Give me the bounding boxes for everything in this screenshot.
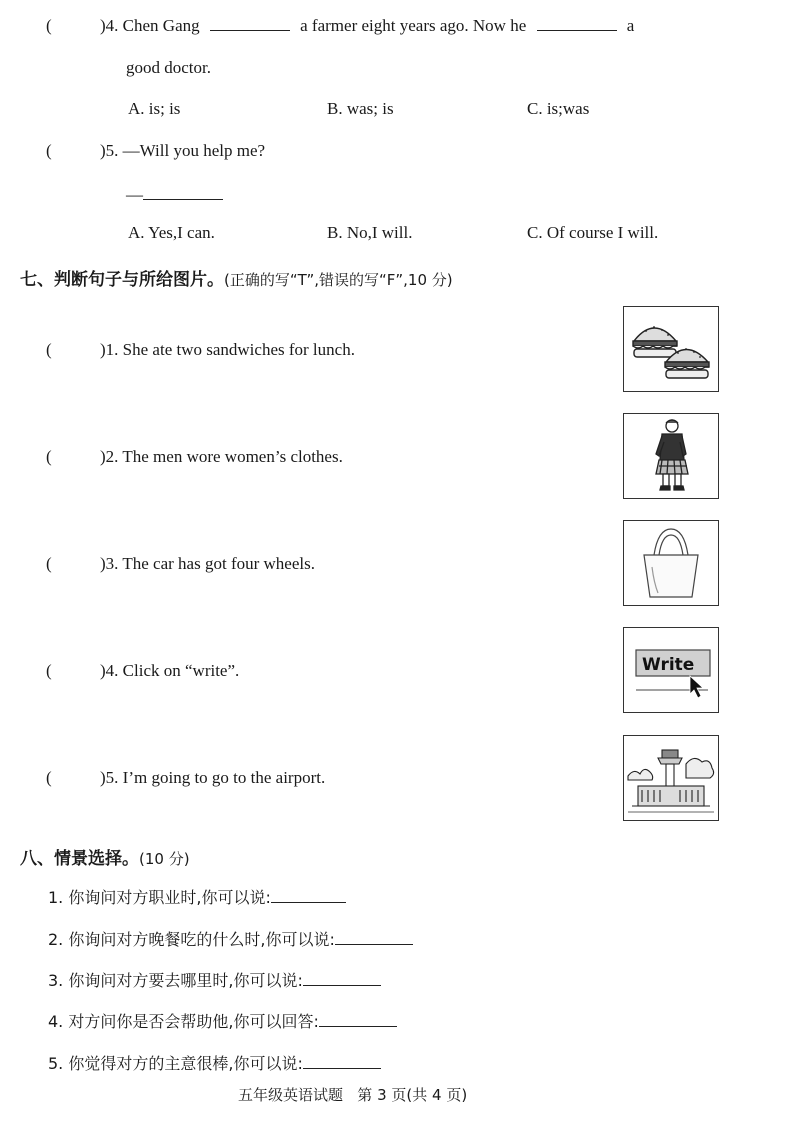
answer-paren-open: ( xyxy=(46,16,52,35)
answer-dash: — xyxy=(126,185,143,204)
question-text: —Will you help me? xyxy=(122,141,266,160)
handbag-icon xyxy=(623,520,719,606)
judge-item-4 xyxy=(100,661,239,681)
write-button-icon xyxy=(623,627,719,713)
write-button-label: Write xyxy=(642,655,695,675)
section-note: (10 分) xyxy=(139,850,190,868)
answer-paren-open: ( xyxy=(46,768,52,787)
option-a: A. Yes,I can. xyxy=(128,223,215,242)
judge-item-2 xyxy=(100,447,343,467)
question-number: )5. xyxy=(100,768,119,787)
question-5-line xyxy=(100,141,265,161)
question-text: She ate two sandwiches for lunch. xyxy=(122,340,355,359)
answer-blank[interactable] xyxy=(143,198,223,200)
question-number: )4. xyxy=(100,16,119,35)
scenario-text: 4. 对方问你是否会帮助他,你可以回答: xyxy=(48,1012,319,1031)
answer-line xyxy=(126,185,223,205)
question-number: )3. xyxy=(100,554,119,573)
question-number: )1. xyxy=(100,340,119,359)
option-b: B. No,I will. xyxy=(327,223,413,242)
scenario-item-4 xyxy=(48,1009,397,1032)
answer-blank[interactable] xyxy=(319,1025,397,1027)
option-c: C. Of course I will. xyxy=(527,223,659,242)
airport-icon xyxy=(623,735,719,821)
option-c: C. is;was xyxy=(527,99,590,118)
scenario-item-3 xyxy=(48,968,381,991)
question-number: )2. xyxy=(100,447,119,466)
answer-paren-open: ( xyxy=(46,340,52,359)
question-4-line xyxy=(100,16,634,36)
section-note: (正确的写“T”,错误的写“F”,10 分) xyxy=(224,271,453,289)
question-text: Chen Gang xyxy=(122,16,200,35)
section-title: 八、情景选择。 xyxy=(20,849,139,869)
question-text: a xyxy=(626,16,635,35)
answer-paren-open: ( xyxy=(46,447,52,466)
question-text: The men wore women’s clothes. xyxy=(122,447,343,466)
scenario-item-5 xyxy=(48,1051,381,1074)
answer-blank[interactable] xyxy=(335,943,413,945)
scenario-text: 5. 你觉得对方的主意很棒,你可以说: xyxy=(48,1054,303,1073)
question-text: I’m going to go to the airport. xyxy=(122,768,326,787)
judge-item-1 xyxy=(100,340,355,360)
answer-paren-open: ( xyxy=(46,554,52,573)
man-in-kilt-icon xyxy=(623,413,719,499)
scenario-text: 1. 你询问对方职业时,你可以说: xyxy=(48,888,271,907)
answer-blank[interactable] xyxy=(303,984,381,986)
scenario-item-1 xyxy=(48,885,346,908)
question-text: The car has got four wheels. xyxy=(122,554,315,573)
scenario-text: 2. 你询问对方晚餐吃的什么时,你可以说: xyxy=(48,930,335,949)
burgers-icon xyxy=(623,306,719,392)
option-b: B. was; is xyxy=(327,99,394,118)
answer-paren-open: ( xyxy=(46,661,52,680)
answer-blank[interactable] xyxy=(271,901,346,903)
answer-blank[interactable] xyxy=(537,29,617,31)
question-4-continued: good doctor. xyxy=(126,58,211,77)
section-7-heading xyxy=(20,265,453,290)
answer-paren-open: ( xyxy=(46,141,52,160)
judge-item-5 xyxy=(100,768,325,788)
question-text: Click on “write”. xyxy=(122,661,240,680)
judge-item-3 xyxy=(100,554,315,574)
section-title: 七、判断句子与所给图片。 xyxy=(20,270,224,290)
question-text: a farmer eight years ago. Now he xyxy=(300,16,527,35)
answer-blank[interactable] xyxy=(210,29,290,31)
question-number: )5. xyxy=(100,141,119,160)
scenario-item-2 xyxy=(48,927,413,950)
section-8-heading xyxy=(20,844,190,869)
answer-blank[interactable] xyxy=(303,1067,381,1069)
option-a: A. is; is xyxy=(128,99,181,118)
page-footer: 五年级英语试题 第 3 页(共 4 页) xyxy=(238,1086,468,1104)
question-number: )4. xyxy=(100,661,119,680)
scenario-text: 3. 你询问对方要去哪里时,你可以说: xyxy=(48,971,303,990)
